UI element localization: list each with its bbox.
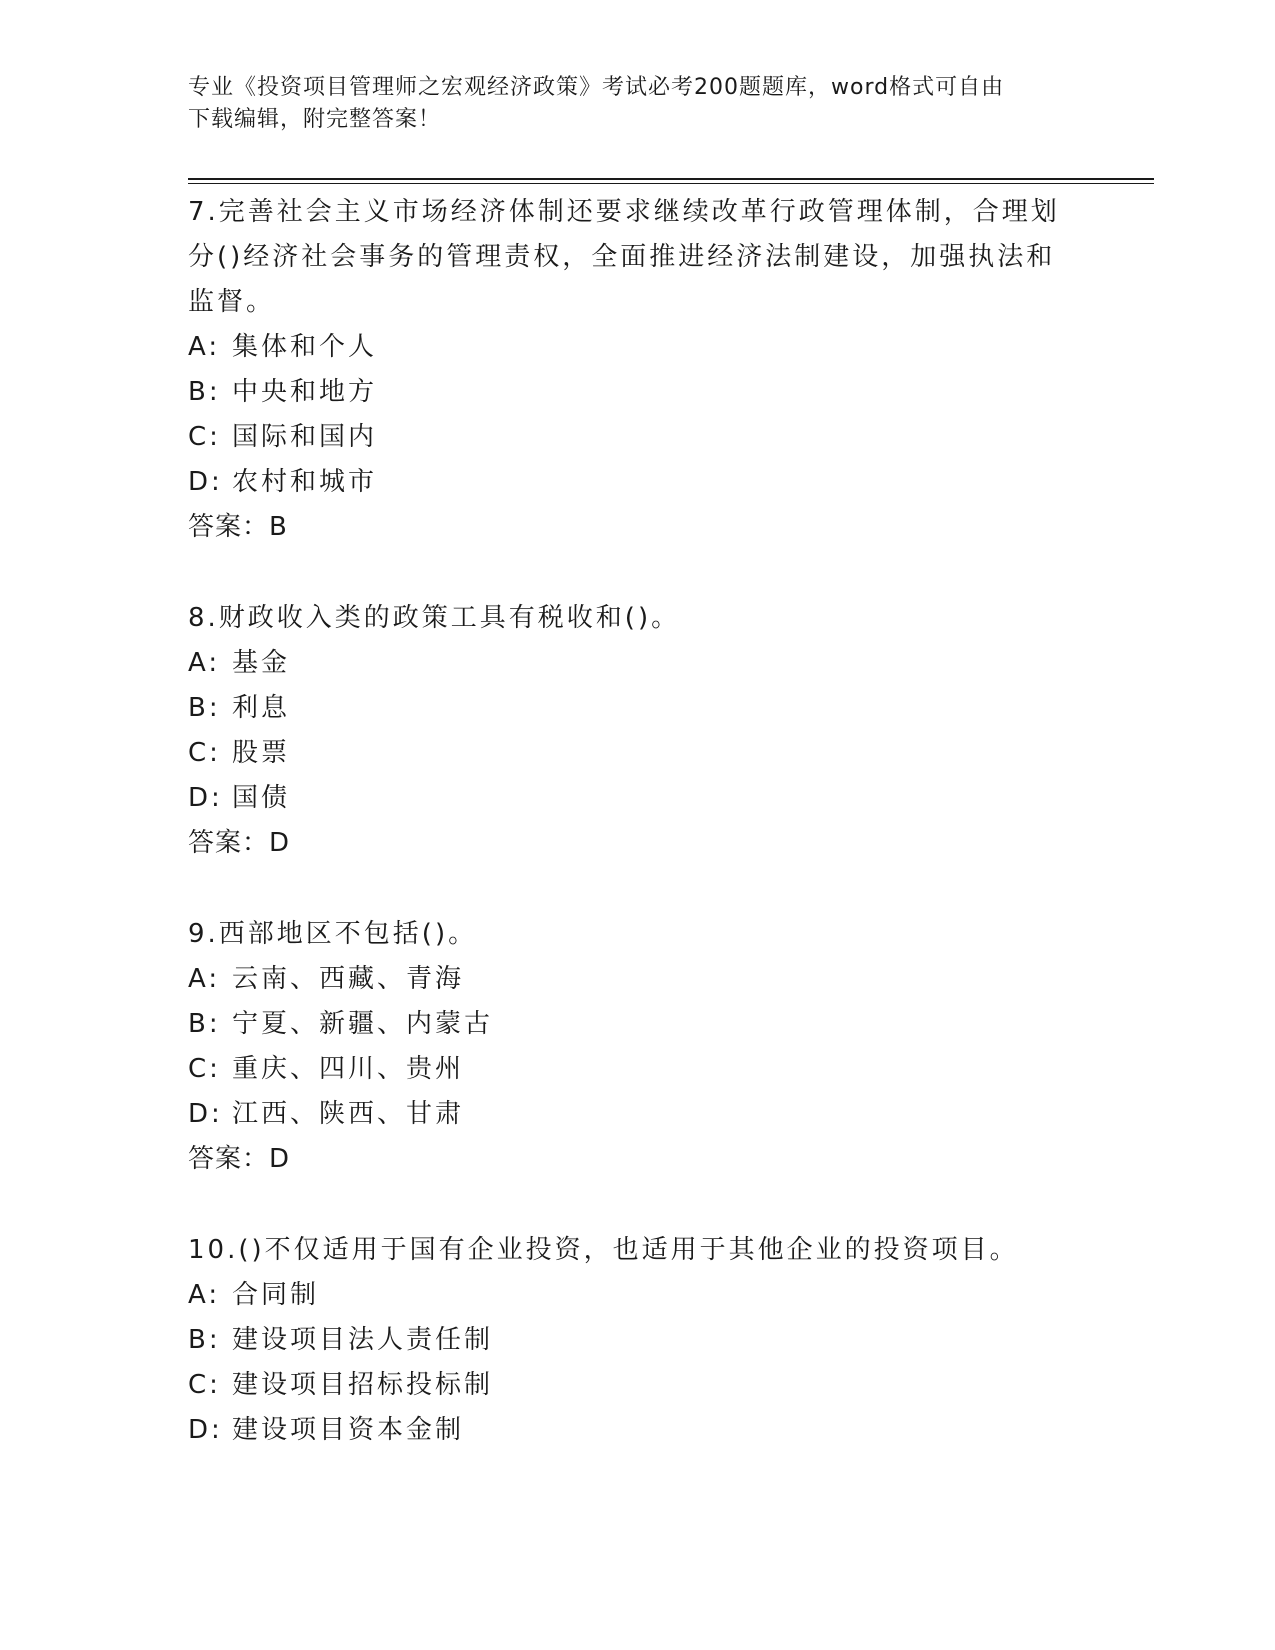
option-key: C: bbox=[188, 422, 221, 452]
option-text: 江西、陕西、甘肃 bbox=[232, 1099, 465, 1129]
question-list bbox=[188, 190, 1068, 1499]
option-key: A: bbox=[188, 648, 221, 678]
document-header bbox=[188, 72, 1068, 136]
question-9-option-a bbox=[188, 957, 1068, 1002]
option-text: 股票 bbox=[232, 738, 291, 768]
option-key: D: bbox=[188, 1099, 223, 1129]
option-key: B: bbox=[188, 1009, 221, 1039]
question-7-option-c bbox=[188, 415, 1068, 460]
question-9-answer: 答案：D bbox=[188, 1144, 291, 1174]
option-text: 集体和个人 bbox=[232, 332, 378, 362]
header-line-1: 专业《投资项目管理师之宏观经济政策》考试必考200题题库，word格式可自由 bbox=[188, 75, 1005, 100]
question-10-text: 10.()不仅适用于国有企业投资，也适用于其他企业的投资项目。 bbox=[188, 1235, 1019, 1265]
question-9-option-c bbox=[188, 1047, 1068, 1092]
option-key: A: bbox=[188, 332, 221, 362]
question-9 bbox=[188, 912, 1068, 1182]
question-8-option-c bbox=[188, 731, 1068, 776]
option-text: 宁夏、新疆、内蒙古 bbox=[232, 1009, 494, 1039]
option-text: 利息 bbox=[232, 693, 291, 723]
header-divider-thin bbox=[188, 183, 1154, 184]
question-9-option-d bbox=[188, 1092, 1068, 1137]
question-10 bbox=[188, 1228, 1068, 1453]
question-7-text-line-1: 7.完善社会主义市场经济体制还要求继续改革行政管理体制，合理划 bbox=[188, 197, 1060, 227]
option-text: 建设项目资本金制 bbox=[232, 1415, 465, 1445]
option-text: 建设项目招标投标制 bbox=[232, 1370, 494, 1400]
question-7-option-d bbox=[188, 460, 1068, 505]
option-key: D: bbox=[188, 467, 223, 497]
option-text: 国债 bbox=[232, 783, 291, 813]
option-key: D: bbox=[188, 1415, 223, 1445]
question-8-option-b bbox=[188, 686, 1068, 731]
question-8-option-d bbox=[188, 776, 1068, 821]
question-7 bbox=[188, 190, 1068, 550]
question-10-option-b bbox=[188, 1318, 1068, 1363]
question-9-text: 9.西部地区不包括()。 bbox=[188, 919, 478, 949]
option-text: 农村和城市 bbox=[232, 467, 378, 497]
option-key: C: bbox=[188, 738, 221, 768]
option-key: D: bbox=[188, 783, 223, 813]
option-key: B: bbox=[188, 693, 221, 723]
option-text: 中央和地方 bbox=[232, 377, 378, 407]
question-7-text-line-2: 分()经济社会事务的管理责权，全面推进经济法制建设，加强执法和 bbox=[188, 242, 1056, 272]
header-divider-thick bbox=[188, 178, 1154, 180]
option-key: A: bbox=[188, 1280, 221, 1310]
question-7-option-a bbox=[188, 325, 1068, 370]
header-line-2: 下载编辑，附完整答案！ bbox=[188, 107, 442, 132]
question-8 bbox=[188, 596, 1068, 866]
question-8-option-a bbox=[188, 641, 1068, 686]
option-text: 建设项目法人责任制 bbox=[232, 1325, 494, 1355]
option-text: 基金 bbox=[232, 648, 291, 678]
question-7-text-line-3: 监督。 bbox=[188, 287, 276, 317]
option-key: B: bbox=[188, 377, 221, 407]
question-10-option-d bbox=[188, 1408, 1068, 1453]
question-7-answer: 答案：B bbox=[188, 512, 288, 542]
option-key: B: bbox=[188, 1325, 221, 1355]
option-key: A: bbox=[188, 964, 221, 994]
question-10-option-c bbox=[188, 1363, 1068, 1408]
option-key: C: bbox=[188, 1370, 221, 1400]
option-text: 重庆、四川、贵州 bbox=[232, 1054, 465, 1084]
question-7-option-b bbox=[188, 370, 1068, 415]
option-text: 合同制 bbox=[232, 1280, 320, 1310]
option-text: 云南、西藏、青海 bbox=[232, 964, 465, 994]
question-8-answer: 答案：D bbox=[188, 828, 291, 858]
question-9-option-b bbox=[188, 1002, 1068, 1047]
option-text: 国际和国内 bbox=[232, 422, 378, 452]
question-8-text: 8.财政收入类的政策工具有税收和()。 bbox=[188, 603, 681, 633]
question-10-option-a bbox=[188, 1273, 1068, 1318]
option-key: C: bbox=[188, 1054, 221, 1084]
